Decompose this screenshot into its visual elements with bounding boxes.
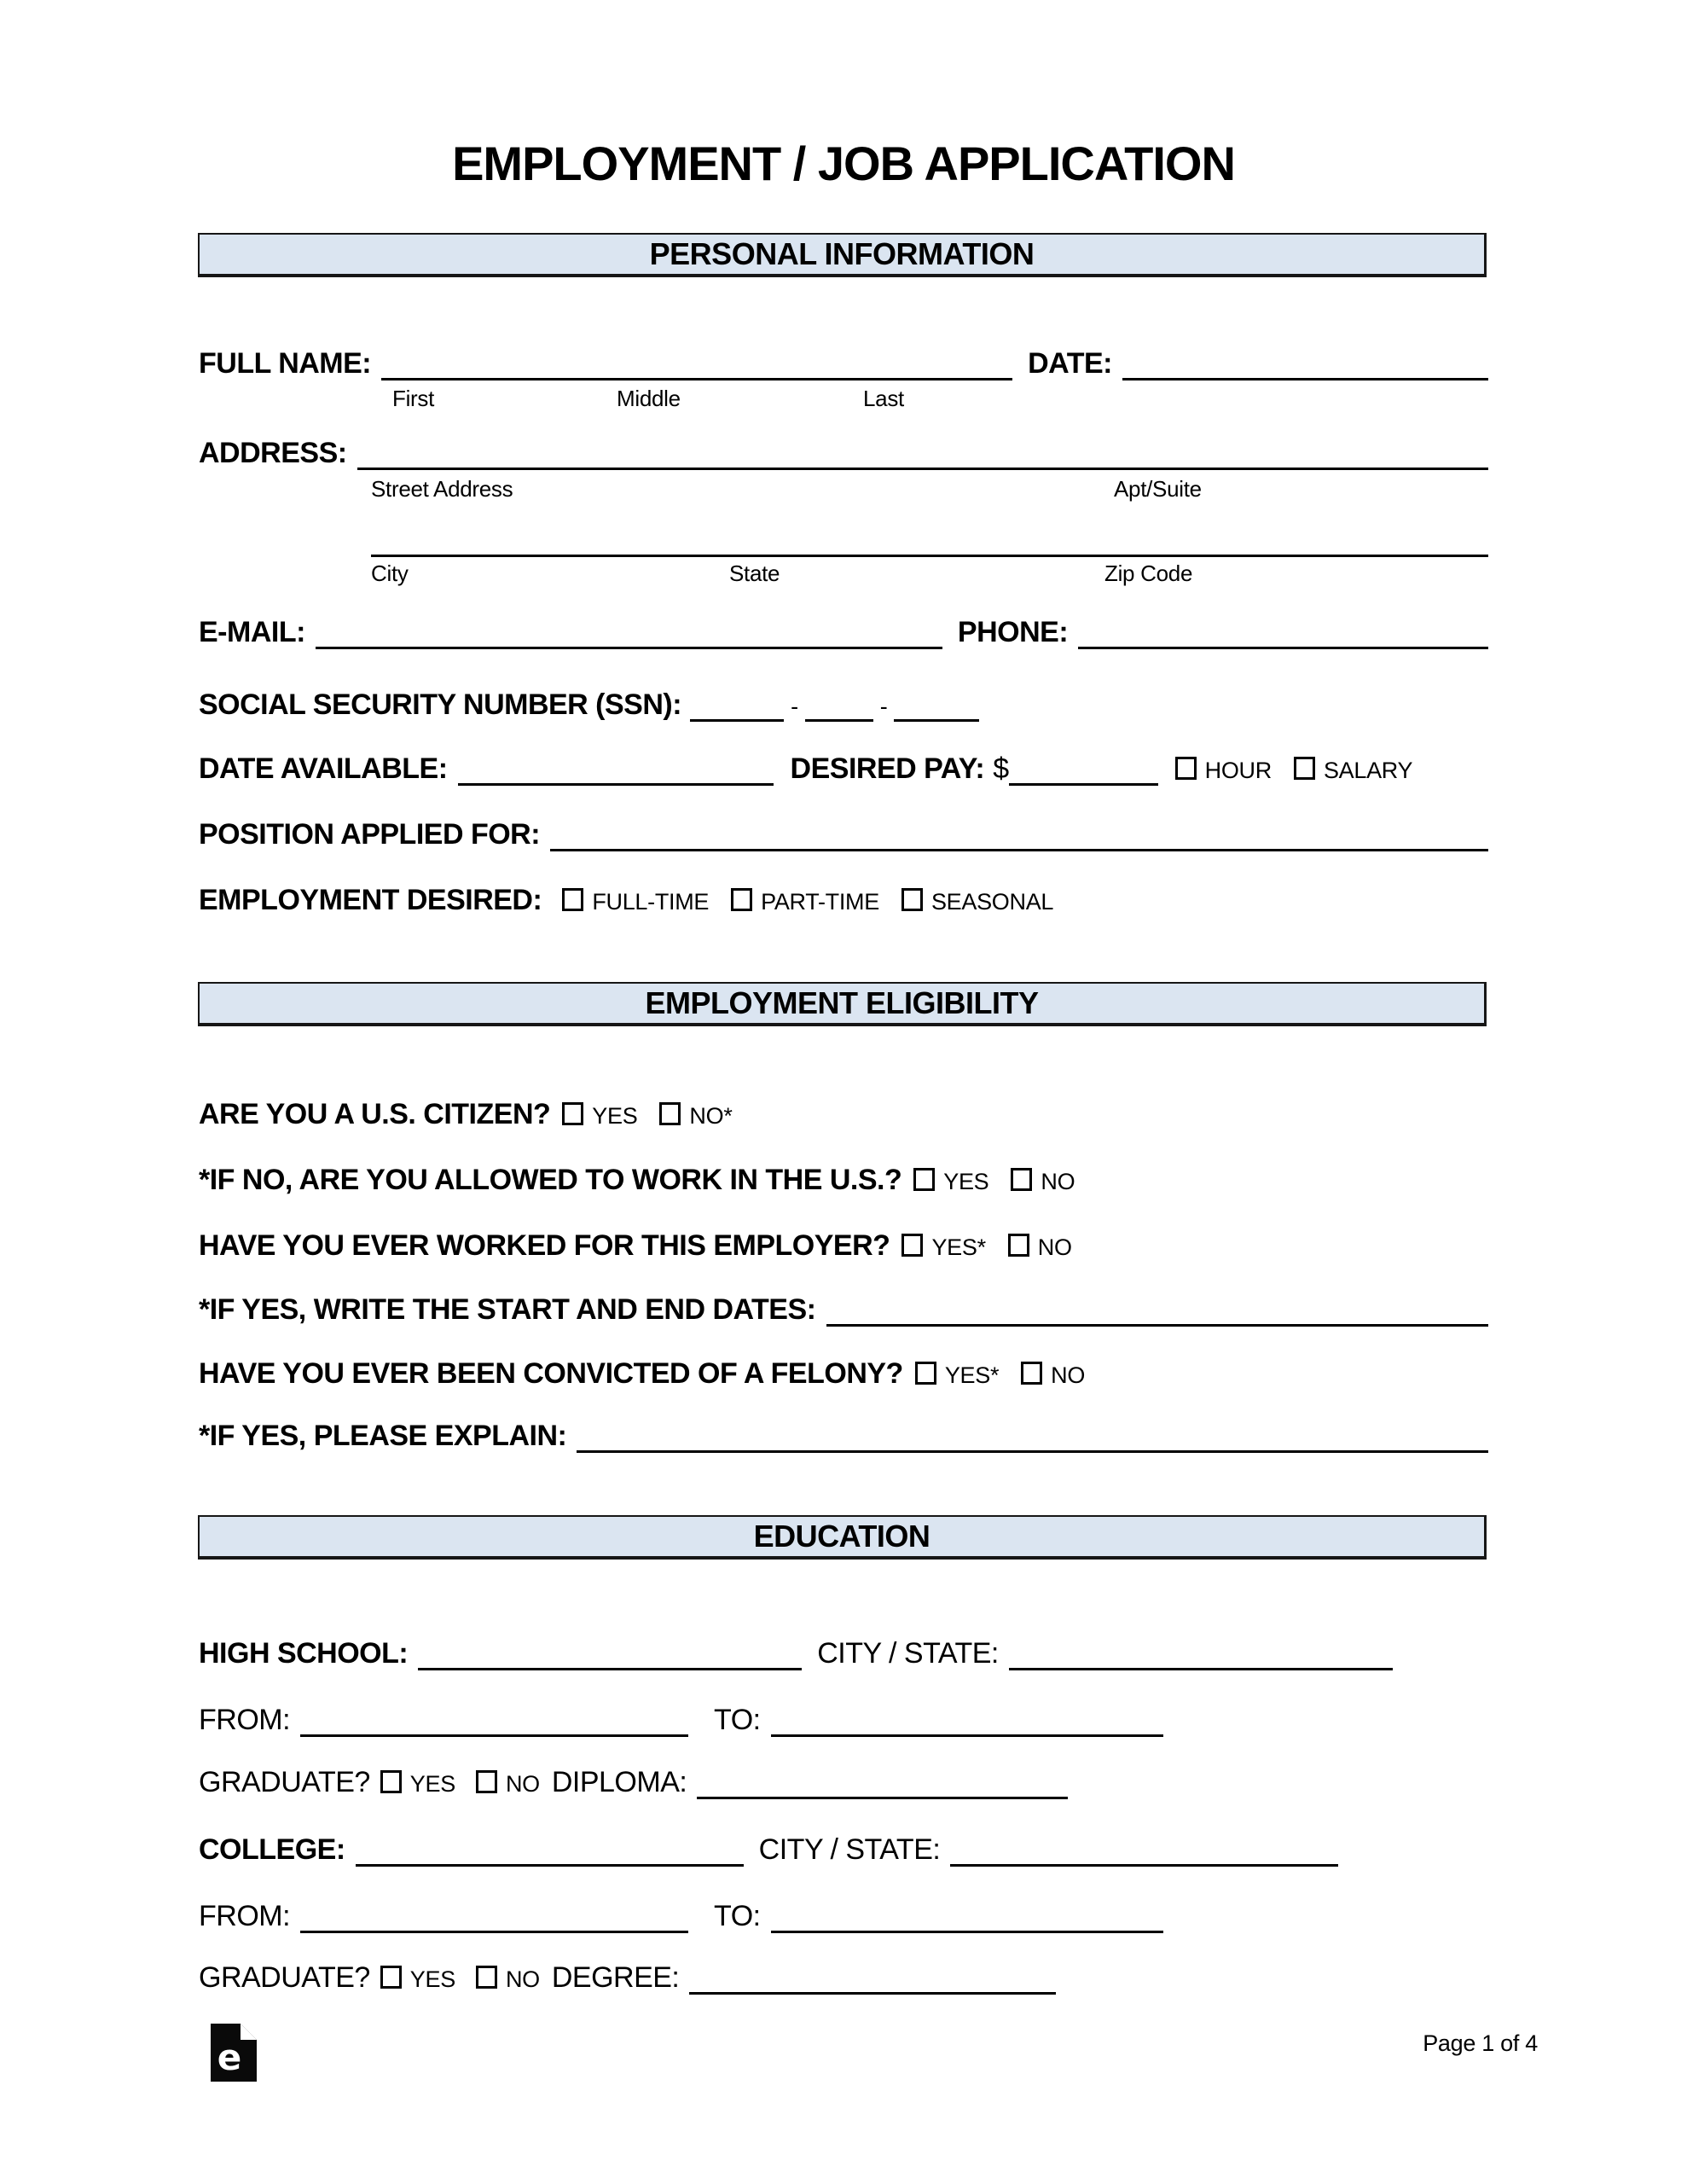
hs-graduate-yes-checkbox[interactable] [380, 1770, 402, 1793]
full-name-row [199, 346, 1488, 380]
citizen-no-checkbox[interactable] [659, 1102, 681, 1125]
section-header-label: EDUCATION [753, 1519, 930, 1554]
ssn-label: SOCIAL SECURITY NUMBER (SSN): [199, 688, 682, 721]
position-applied-row [199, 817, 1488, 851]
hs-from-label: FROM: [199, 1704, 291, 1736]
college-graduate-yes-label: YES [409, 1966, 455, 1992]
hs-to-label: TO: [714, 1704, 761, 1736]
date-available-input-line[interactable] [458, 752, 774, 786]
full-name-label: FULL NAME: [199, 347, 372, 380]
worked-yes-checkbox[interactable] [901, 1234, 923, 1257]
worked-before-row [199, 1228, 1488, 1263]
salary-checkbox[interactable] [1294, 757, 1315, 780]
college-label: COLLEGE: [199, 1833, 345, 1866]
desired-pay-input-line[interactable] [1009, 752, 1158, 786]
section-header-personal-information [198, 233, 1487, 277]
citizen-yes-checkbox[interactable] [562, 1102, 583, 1125]
college-city-state-label: CITY / STATE: [758, 1833, 941, 1866]
phone-input-line[interactable] [1078, 615, 1488, 649]
middle-sublabel: Middle [617, 386, 681, 411]
ssn-dash2: - [879, 694, 888, 719]
felony-question-label: HAVE YOU EVER BEEN CONVICTED OF A FELONY? [199, 1357, 903, 1390]
employment-desired-label: EMPLOYMENT DESIRED: [199, 884, 542, 916]
degree-label: DEGREE: [551, 1961, 680, 1994]
diploma-input-line[interactable] [697, 1765, 1068, 1799]
start-end-dates-input-line[interactable] [826, 1292, 1489, 1327]
start-end-dates-row [199, 1292, 1488, 1327]
degree-input-line[interactable] [689, 1960, 1056, 1995]
diploma-label: DIPLOMA: [551, 1766, 687, 1798]
college-graduate-no-checkbox[interactable] [476, 1966, 497, 1989]
date-input-line[interactable] [1122, 346, 1488, 380]
position-applied-input-line[interactable] [550, 817, 1488, 851]
eforms-logo [211, 2024, 257, 2082]
employment-desired-row [199, 883, 1488, 917]
allowed-to-work-row [199, 1163, 1488, 1197]
email-input-line[interactable] [316, 615, 942, 649]
citizen-question-label: ARE YOU A U.S. CITIZEN? [199, 1098, 551, 1130]
full-time-option-label: FULL-TIME [592, 889, 710, 915]
salary-option-label: SALARY [1323, 758, 1413, 783]
ssn-dash1: - [791, 694, 798, 719]
allowed-yes-label: YES [943, 1169, 989, 1194]
document-icon [211, 2024, 257, 2082]
worked-before-label: HAVE YOU EVER WORKED FOR THIS EMPLOYER? [199, 1229, 890, 1262]
hs-graduate-yes-label: YES [409, 1771, 455, 1797]
date-available-label: DATE AVAILABLE: [199, 752, 448, 785]
email-label: E-MAIL: [199, 616, 305, 648]
explain-label: *IF YES, PLEASE EXPLAIN: [199, 1420, 567, 1452]
hs-from-input-line[interactable] [300, 1703, 688, 1737]
hs-graduate-no-checkbox[interactable] [476, 1770, 497, 1793]
full-time-checkbox[interactable] [562, 888, 583, 911]
ssn-row [199, 688, 1488, 722]
city-state-zip-sublabels [199, 561, 1488, 588]
address-row [199, 436, 1488, 470]
hour-option-label: HOUR [1204, 758, 1272, 783]
ssn-part2-input-line[interactable] [805, 688, 873, 722]
explain-row [199, 1419, 1488, 1453]
college-graduate-label: GRADUATE? [199, 1961, 370, 1994]
citizen-no-label: NO* [689, 1103, 733, 1129]
felony-question-row [199, 1356, 1488, 1391]
hour-checkbox[interactable] [1175, 757, 1197, 780]
last-sublabel: Last [863, 386, 904, 411]
felony-yes-checkbox[interactable] [915, 1362, 936, 1385]
phone-label: PHONE: [957, 616, 1069, 648]
college-graduate-row [199, 1960, 1488, 1995]
zip-code-sublabel: Zip Code [1104, 561, 1193, 586]
hs-graduate-no-label: NO [505, 1771, 540, 1797]
page-title: EMPLOYMENT / JOB APPLICATION [452, 136, 1235, 190]
first-sublabel: First [392, 386, 435, 411]
allowed-no-label: NO [1041, 1169, 1075, 1194]
name-sublabels [199, 386, 1488, 413]
college-city-state-input-line[interactable] [950, 1833, 1338, 1867]
college-from-label: FROM: [199, 1900, 291, 1932]
allowed-no-checkbox[interactable] [1011, 1168, 1032, 1191]
street-address-input-line[interactable] [357, 436, 1488, 470]
section-header-education [198, 1515, 1487, 1560]
college-input-line[interactable] [356, 1833, 744, 1867]
city-state-zip-input-line[interactable] [371, 523, 1488, 557]
college-to-label: TO: [714, 1900, 761, 1932]
hs-city-state-input-line[interactable] [1009, 1636, 1393, 1670]
full-name-input-line[interactable] [381, 346, 1012, 380]
felony-yes-label: YES* [944, 1362, 1000, 1388]
hs-city-state-label: CITY / STATE: [817, 1637, 999, 1670]
hs-graduate-label: GRADUATE? [199, 1766, 370, 1798]
address-label: ADDRESS: [199, 437, 347, 469]
high-school-input-line[interactable] [418, 1636, 802, 1670]
ssn-part3-input-line[interactable] [894, 688, 979, 722]
part-time-checkbox[interactable] [731, 888, 752, 911]
apt-suite-sublabel: Apt/Suite [1114, 476, 1202, 502]
desired-pay-label: DESIRED PAY: [790, 752, 985, 785]
high-school-label: HIGH SCHOOL: [199, 1637, 409, 1670]
currency-symbol: $ [993, 752, 1009, 785]
section-header-label: PERSONAL INFORMATION [649, 236, 1035, 271]
ssn-part1-input-line[interactable] [690, 688, 784, 722]
college-graduate-no-label: NO [505, 1966, 540, 1992]
college-from-input-line[interactable] [300, 1899, 688, 1933]
street-address-sublabel: Street Address [371, 476, 513, 502]
college-graduate-yes-checkbox[interactable] [380, 1966, 402, 1989]
section-header-label: EMPLOYMENT ELIGIBILITY [645, 985, 1039, 1020]
page-number-label: Page 1 of 4 [1423, 2030, 1538, 2056]
section-header-employment-eligibility [198, 982, 1487, 1026]
worked-yes-label: YES* [931, 1234, 986, 1260]
date-available-pay-row [199, 752, 1488, 786]
start-end-dates-label: *IF YES, WRITE THE START AND END DATES: [199, 1293, 816, 1326]
citizen-yes-label: YES [592, 1103, 638, 1129]
citizen-question-row [199, 1097, 1488, 1131]
explain-input-line[interactable] [577, 1419, 1488, 1453]
hs-to-input-line[interactable] [771, 1703, 1163, 1737]
worked-no-label: NO [1037, 1234, 1072, 1260]
address-sublabels [199, 476, 1488, 503]
hs-from-to-row [199, 1703, 1488, 1737]
allowed-yes-checkbox[interactable] [913, 1168, 935, 1191]
address-line2-row [199, 523, 1488, 557]
college-row [199, 1833, 1488, 1867]
logo-letter: e [217, 2036, 242, 2078]
part-time-option-label: PART-TIME [761, 889, 879, 915]
college-from-to-row [199, 1899, 1488, 1933]
worked-no-checkbox[interactable] [1008, 1234, 1029, 1257]
high-school-row [199, 1636, 1488, 1670]
state-sublabel: State [729, 561, 780, 586]
position-applied-label: POSITION APPLIED FOR: [199, 818, 541, 851]
email-phone-row [199, 615, 1488, 649]
date-label: DATE: [1028, 347, 1112, 380]
hs-graduate-row [199, 1765, 1488, 1799]
felony-no-checkbox[interactable] [1021, 1362, 1042, 1385]
felony-no-label: NO [1051, 1362, 1086, 1388]
seasonal-checkbox[interactable] [901, 888, 923, 911]
college-to-input-line[interactable] [771, 1899, 1163, 1933]
allowed-to-work-label: *IF NO, ARE YOU ALLOWED TO WORK IN THE U.S.? [199, 1164, 902, 1196]
city-sublabel: City [371, 561, 409, 586]
seasonal-option-label: SEASONAL [930, 889, 1054, 915]
